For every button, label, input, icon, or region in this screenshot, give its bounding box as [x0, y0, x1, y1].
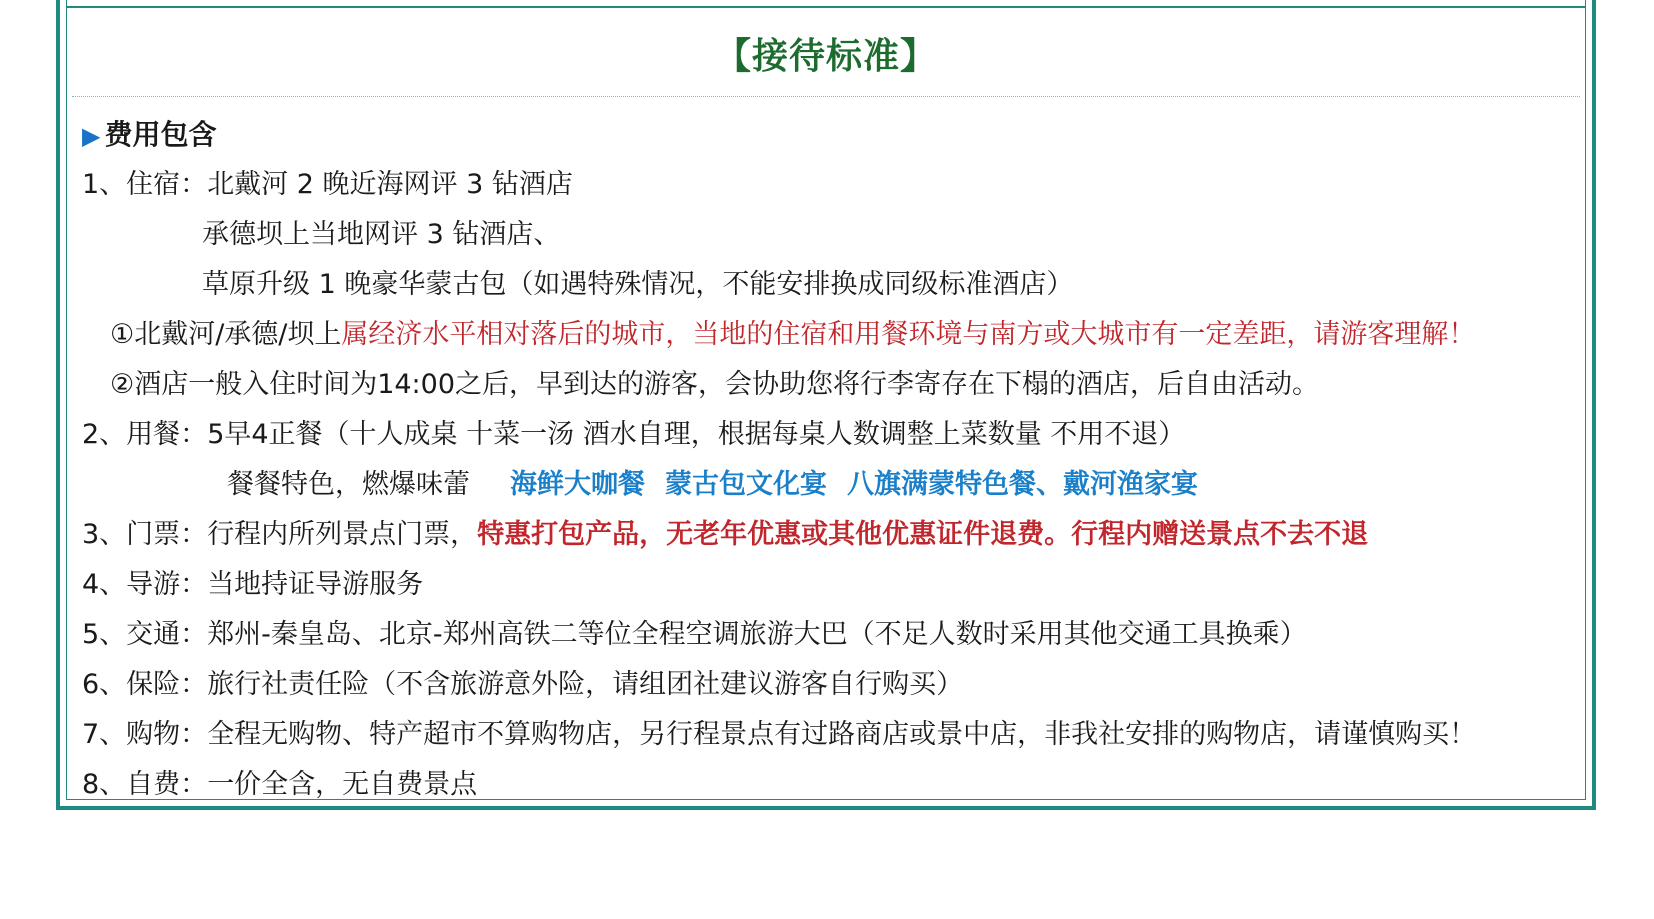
tickets-prefix: 3、门票： — [82, 519, 208, 550]
lodging-note-1-plain: ①北戴河/承德/坝上 — [110, 319, 342, 350]
selfpay-prefix: 8、自费： — [82, 769, 208, 800]
title-divider — [72, 96, 1580, 97]
meal-highlight: 海鲜大咖餐 — [510, 469, 645, 500]
insurance-line — [82, 660, 1582, 710]
selfpay-text: 一价全含，无自费景点 — [207, 769, 478, 800]
section-heading-text: 费用包含 — [104, 118, 217, 151]
lodging-note-1 — [82, 310, 1582, 360]
tickets-line — [82, 510, 1582, 560]
tickets-red: 特惠打包产品，无老年优惠或其他优惠证件退费。行程内赠送景点不去不退 — [477, 519, 1369, 550]
lodging-line-1 — [82, 160, 1582, 210]
insurance-prefix: 6、保险： — [82, 669, 208, 700]
guide-line — [82, 560, 1582, 610]
guide-prefix: 4、导游： — [82, 569, 208, 600]
lodging-note-2 — [82, 360, 1582, 410]
lodging-note-1-red: 属经济水平相对落后的城市，当地的住宿和用餐环境与南方或大城市有一定差距，请游客理解！ — [341, 319, 1476, 350]
content-body — [82, 110, 1582, 810]
meal-highlight: 蒙古包文化宴 — [665, 469, 827, 500]
meals-text-1: 5早4正餐（十人成桌 十菜一汤 酒水自理，根据每桌人数调整上菜数量 不用不退） — [207, 419, 1186, 450]
page-frame — [56, 0, 1596, 810]
shopping-line — [82, 710, 1582, 760]
page-title: 【接待标准】 — [714, 36, 937, 77]
meals-line-2 — [82, 460, 1582, 510]
triangle-right-icon: ▶ — [82, 122, 101, 150]
transport-prefix: 5、交通： — [82, 619, 208, 650]
transport-text: 郑州-秦皇岛、北京-郑州高铁二等位全程空调旅游大巴（不足人数时采用其他交通工具换乘） — [207, 619, 1307, 650]
meals-prefix: 2、用餐： — [82, 419, 208, 450]
section-heading — [82, 110, 1582, 160]
lodging-text-3: 草原升级 1 晚豪华蒙古包（如遇特殊情况，不能安排换成同级标准酒店） — [202, 269, 1074, 300]
lodging-text-1: 北戴河 2 晚近海网评 3 钻酒店 — [207, 169, 573, 200]
selfpay-line — [82, 760, 1582, 810]
meal-highlight: 八旗满蒙特色餐、戴河渔家宴 — [847, 469, 1198, 500]
lodging-prefix: 1、住宿： — [82, 169, 208, 200]
shopping-text: 全程无购物、特产超市不算购物店，另行程景点有过路商店或景中店，非我社安排的购物店，请谨慎购买！ — [207, 719, 1477, 750]
tickets-plain: 行程内所列景点门票， — [207, 519, 478, 550]
shopping-prefix: 7、购物： — [82, 719, 208, 750]
meals-line-1 — [82, 410, 1582, 460]
meals-text-2: 餐餐特色，燃爆味蕾 — [227, 469, 470, 500]
lodging-line-2 — [82, 210, 1582, 260]
top-border-line — [66, 6, 1586, 8]
lodging-text-2: 承德坝上当地网评 3 钻酒店、 — [202, 219, 561, 250]
lodging-line-3 — [82, 260, 1582, 310]
guide-text: 当地持证导游服务 — [207, 569, 424, 600]
transport-line — [82, 610, 1582, 660]
lodging-note-2-text: ②酒店一般入住时间为14:00之后，早到达的游客，会协助您将行李寄存在下榻的酒店，后自由活动。 — [110, 369, 1320, 400]
insurance-text: 旅行社责任险（不含旅游意外险，请组团社建议游客自行购买） — [207, 669, 964, 700]
